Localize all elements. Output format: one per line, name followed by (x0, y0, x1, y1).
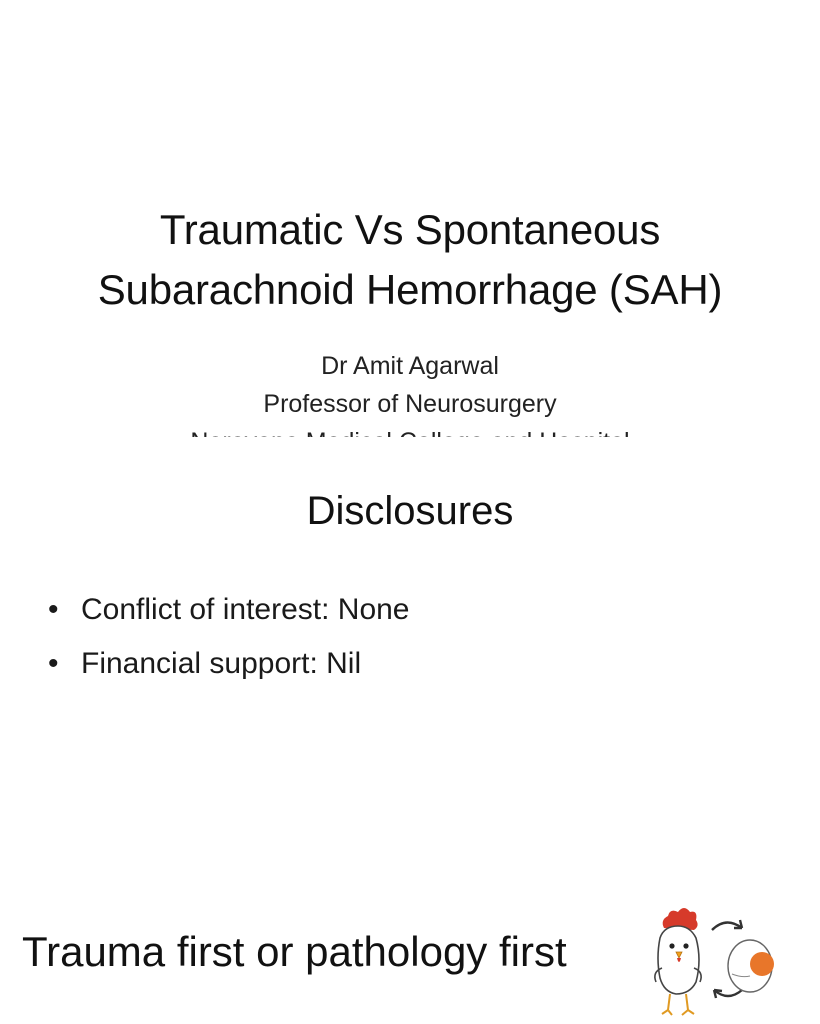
bullet-text: Financial support: Nil (81, 647, 362, 680)
egg-icon (728, 940, 774, 992)
bullet-marker: • (48, 647, 59, 680)
chicken-and-egg-illustration (650, 898, 768, 1024)
bullet-marker: • (48, 593, 59, 626)
author-position: Professor of Neurosurgery (263, 390, 557, 418)
author-name: Dr Amit Agarwal (321, 352, 499, 380)
bullet-item (48, 583, 410, 637)
question-slide (0, 870, 768, 1024)
title-slide (0, 0, 768, 437)
disclosures-slide (0, 437, 768, 870)
presentation-title (0, 200, 820, 320)
bullet-item (48, 637, 410, 691)
title-line-1: Traumatic Vs Spontaneous (159, 206, 661, 253)
slide-title: Disclosures (306, 489, 514, 533)
chicken-icon (655, 908, 701, 1015)
bullet-list (48, 583, 410, 691)
title-line-2: Subarachnoid Hemorrhage (SAH) (97, 266, 723, 313)
bullet-text: Conflict of interest: None (81, 593, 410, 626)
slide-title: Trauma first or pathology first (22, 928, 567, 975)
